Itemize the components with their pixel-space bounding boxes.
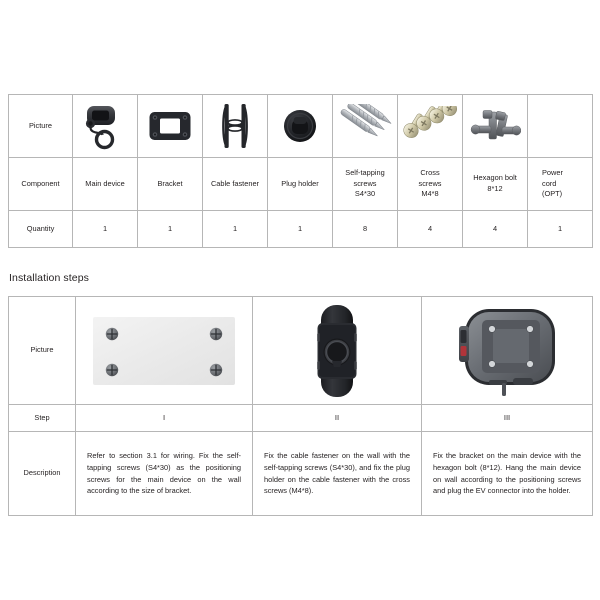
component-line: Plug holder [281,178,319,188]
cell-picture-self-tapping-screws [333,95,398,158]
row-label-picture: Picture [9,95,73,158]
cell-step-number-2: II [253,405,422,432]
cell-step-number-3: III [422,405,593,432]
cell-quantity-6: 4 [463,211,528,248]
cell-picture-bracket [138,95,203,158]
component-line: Main device [85,178,125,188]
component-line: Cable fastener [210,178,260,188]
table-row [9,405,593,432]
cell-picture-plug-holder [268,95,333,158]
main-device-icon [79,101,131,151]
component-line: Bracket [157,178,183,188]
table-row [9,432,593,516]
cell-component-1 [138,158,203,211]
component-line: S4*30 [354,189,376,199]
cell-step-number-1: I [76,405,253,432]
table-row [9,297,593,405]
cell-component-3 [268,158,333,211]
bracket-on-wall-photo [89,313,239,389]
cell-picture-main-device [73,95,138,158]
main-device-back-bracket-photo [451,304,563,398]
cell-quantity-0: 1 [73,211,138,248]
cell-component-6 [463,158,528,211]
row-label-quantity: Quantity [9,211,73,248]
component-line: cord [542,178,557,188]
row-label-step-picture: Picture [9,297,76,405]
bracket-icon [147,109,193,143]
parts-table [8,94,593,248]
table-row [9,211,593,248]
cell-component-5 [398,158,463,211]
cell-quantity-3: 1 [268,211,333,248]
cell-picture-hexagon-bolt [463,95,528,158]
section-heading-installation-steps: Installation steps [9,272,90,284]
cell-picture-cross-screws [398,95,463,158]
cell-step-description-2: Fix the cable fastener on the wall with the self-tapping screws (S4*30), and fix the plug holder on the cable fastener with the cross screws (M4*8). [253,432,422,516]
component-line: Self-tapping [345,168,385,178]
component-line: Hexagon bolt [473,173,517,183]
cell-quantity-5: 4 [398,211,463,248]
component-line: 8*12 [487,184,503,193]
cable-fastener-plug-holder-photo [310,303,364,399]
cell-component-7 [528,158,593,211]
table-row [9,95,593,158]
component-line: screws [353,178,377,188]
row-label-step: Step [9,405,76,432]
cell-component-0 [73,158,138,211]
cell-step-picture-1 [76,297,253,405]
cell-step-picture-3 [422,297,593,405]
component-line: Power [542,168,563,178]
component-line: screws [418,178,442,188]
hexagon-bolt-icon [469,108,521,144]
cell-quantity-2: 1 [203,211,268,248]
cable-fastener-icon [220,102,250,150]
row-label-description: Description [9,432,76,516]
cell-step-description-3: Fix the bracket on the main device with the hexagon bolt (8*12). Hang the main device on wall according to the positioning screws and plug the EV connector into the holder. [422,432,593,516]
cell-step-picture-2 [253,297,422,405]
cell-picture-cable-fastener [203,95,268,158]
component-line: Cross [420,168,440,178]
cell-picture-power-cord-empty [528,95,593,158]
plug-holder-icon [280,106,320,146]
table-row [9,158,593,211]
installation-steps-table [8,296,593,516]
cell-quantity-7: 1 [528,211,593,248]
cell-component-4 [333,158,398,211]
cross-screws-icon [403,106,457,146]
cell-step-description-1: Refer to section 3.1 for wiring. Fix the self-tapping screws (S4*30) as the positioning screws for the main device on the wall according to the size of bracket. [76,432,253,516]
cell-quantity-1: 1 [138,211,203,248]
cell-component-2 [203,158,268,211]
component-line: (OPT) [542,189,563,199]
cell-quantity-4: 8 [333,211,398,248]
component-line: M4*8 [421,189,439,199]
row-label-component: Component [9,158,73,211]
self-tapping-screws-icon [337,104,393,148]
